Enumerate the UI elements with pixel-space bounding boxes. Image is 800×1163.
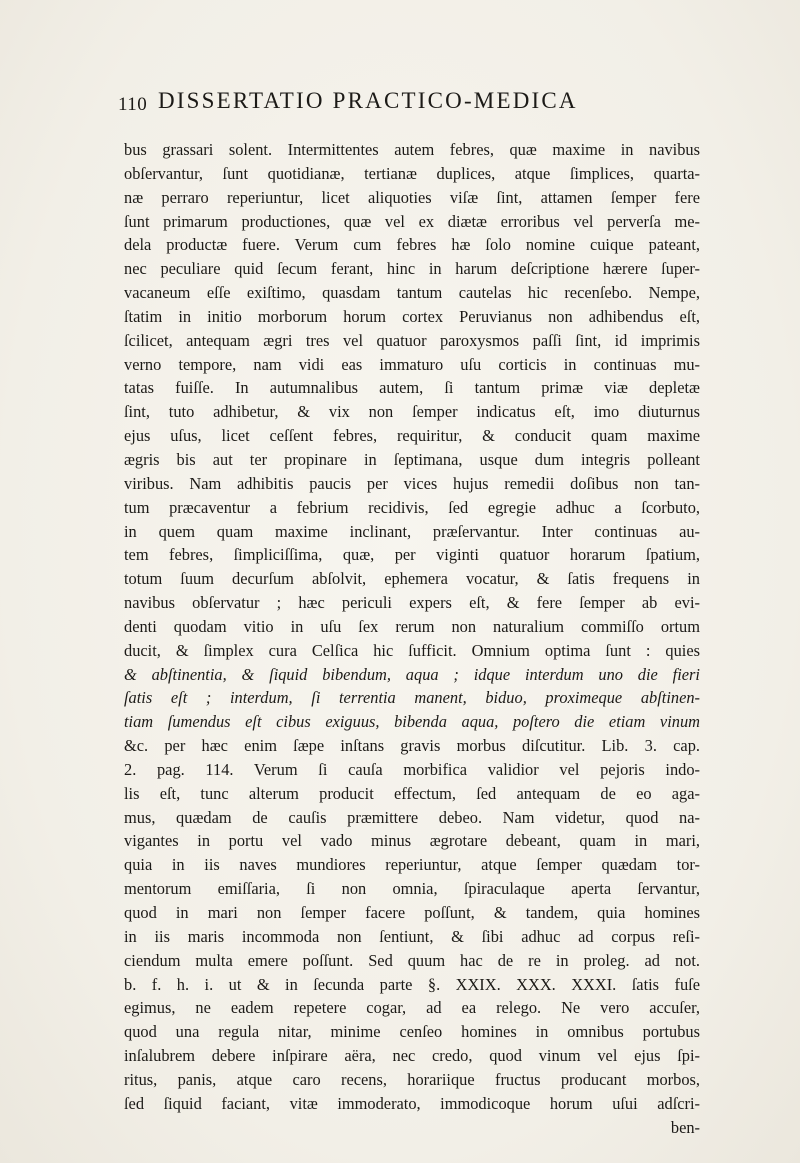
text-line: lis eſt, tunc alterum producit effectum, ſed antequam de eo aga- [124,783,700,803]
text-line: tatas fuiſſe. In autumnalibus autem, ſi tantum primæ viæ depletæ [124,378,700,398]
text-line: nec peculiare quid ſecum ferant, hinc in harum deſcriptione hærere ſuper- [124,259,700,279]
text-line: verno tempore, nam vidi eas immaturo uſu corticis in continuas mu- [124,354,700,374]
text-line: mentorum emiſſaria, ſi non omnia, ſpiraculaque aperta ſervantur, [124,879,700,899]
text-line: &c. per hæc enim ſæpe inſtans gravis morbus diſcutitur. Lib. 3. cap. [124,736,700,756]
text-line: inſalubrem debere inſpirare aëra, nec credo, quod vinum vel ejus ſpi- [124,1046,700,1066]
text-line: obſervantur, ſunt quotidianæ, tertianæ duplices, atque ſimplices, quarta- [124,163,700,183]
text-line: ſunt primarum productiones, quæ vel ex diætæ erroribus vel perverſa me- [124,211,700,231]
page-header [118,88,718,122]
text-line: 2. pag. 114. Verum ſi cauſa morbifica validior vel pejoris indo- [124,759,700,779]
text-line: ciendum multa emere poſſunt. Sed quum hac de re in proleg. ad not. [124,950,700,970]
text-line-italic: & abſtinentia, & ſiquid bibendum, aqua ; idque interdum uno die fieri [124,664,700,684]
text-line: b. f. h. i. ut & in ſecunda parte §. XXIX. XXX. XXXI. ſatis fuſe [124,974,700,994]
text-line: mus, quædam de cauſis præmittere debeo. Nam videtur, quod na- [124,807,700,827]
text-line: in quem quam maxime inclinant, præſervantur. Inter continuas au- [124,521,700,541]
text-line: quod una regula nitar, minime cenſeo homines in omnibus portubus [124,1022,700,1042]
text-line: egimus, ne eadem repetere cogar, ad ea relego. Ne vero accuſer, [124,998,700,1018]
text-line-italic: ſatis eſt ; interdum, ſi terrentia manent, biduo, proximeque abſtinen- [124,688,700,708]
text-line: ſed ſiquid faciant, vitæ immoderato, immodicoque horum uſui adſcri- [124,1093,700,1113]
text-line: vacaneum eſſe exiſtimo, quasdam tantum cautelas hic recenſebo. Nempe, [124,283,700,303]
text-line: navibus obſervatur ; hæc periculi expers eſt, & fere ſemper ab evi- [124,593,700,613]
text-line: ritus, panis, atque caro recens, horariique fructus producant morbos, [124,1069,700,1089]
text-line: ducit, & ſimplex cura Celſica hic ſufficit. Omnium optima ſunt : quies [124,640,700,660]
text-line: viribus. Nam adhibitis paucis per vices hujus remedii doſibus non tan- [124,473,700,493]
text-line: denti quodam vitio in uſu ſex rerum non naturalium commiſſo ortum [124,616,700,636]
catchword: ben- [670,1117,700,1137]
text-line: in iis maris incommoda non ſentiunt, & ſibi adhuc ad corpus reſi- [124,926,700,946]
text-line: ſcilicet, antequam ægri tres vel quatuor paroxysmos paſſi ſint, id imprimis [124,330,700,350]
text-line: quod in mari non ſemper facere poſſunt, & tandem, quia homines [124,903,700,922]
text-line: tum præcaventur a febrium recidivis, ſed egregie adhuc a ſcorbuto, [124,497,700,517]
text-line: tem febres, ſimpliciſſima, quæ, per viginti quatuor horarum ſpatium, [124,545,700,565]
text-line: ſint, tuto adhibetur, & vix non ſemper indicatus eſt, imo diuturnus [124,402,700,422]
text-line: totum ſuum decurſum abſolvit, ephemera vocatur, & ſatis frequens in [124,569,700,589]
text-line: bus grassari solent. Intermittentes autem febres, quæ maxime in navibus [124,140,700,159]
text-line: dela productæ fuere. Verum cum febres hæ ſolo nomine cuique pateant, [124,235,700,255]
page-number: 110 [118,94,148,115]
text-line: ejus uſus, licet ceſſent febres, requiritur, & conducit quam maxime [124,426,700,446]
text-line: ægris bis aut ter propinare in ſeptimana, usque dum integris polleant [124,449,700,469]
text-line: ſtatim in initio morborum horum cortex Peruvianus non adhibendus eſt, [124,306,700,326]
text-line: næ perraro reperiuntur, licet aliquoties viſæ ſint, attamen ſemper fere [124,187,700,207]
text-line-italic: tiam ſumendus eſt cibus exiguus, bibenda aqua, poſtero die etiam vinum [124,712,700,732]
running-head: DISSERTATIO PRACTICO-MEDICA [158,88,578,113]
body-text [124,138,700,1139]
text-line: vigantes in portu vel vado minus ægrotare debeant, quam in mari, [124,831,700,851]
text-line: quia in iis naves mundiores reperiuntur, atque ſemper quædam tor- [124,855,700,875]
